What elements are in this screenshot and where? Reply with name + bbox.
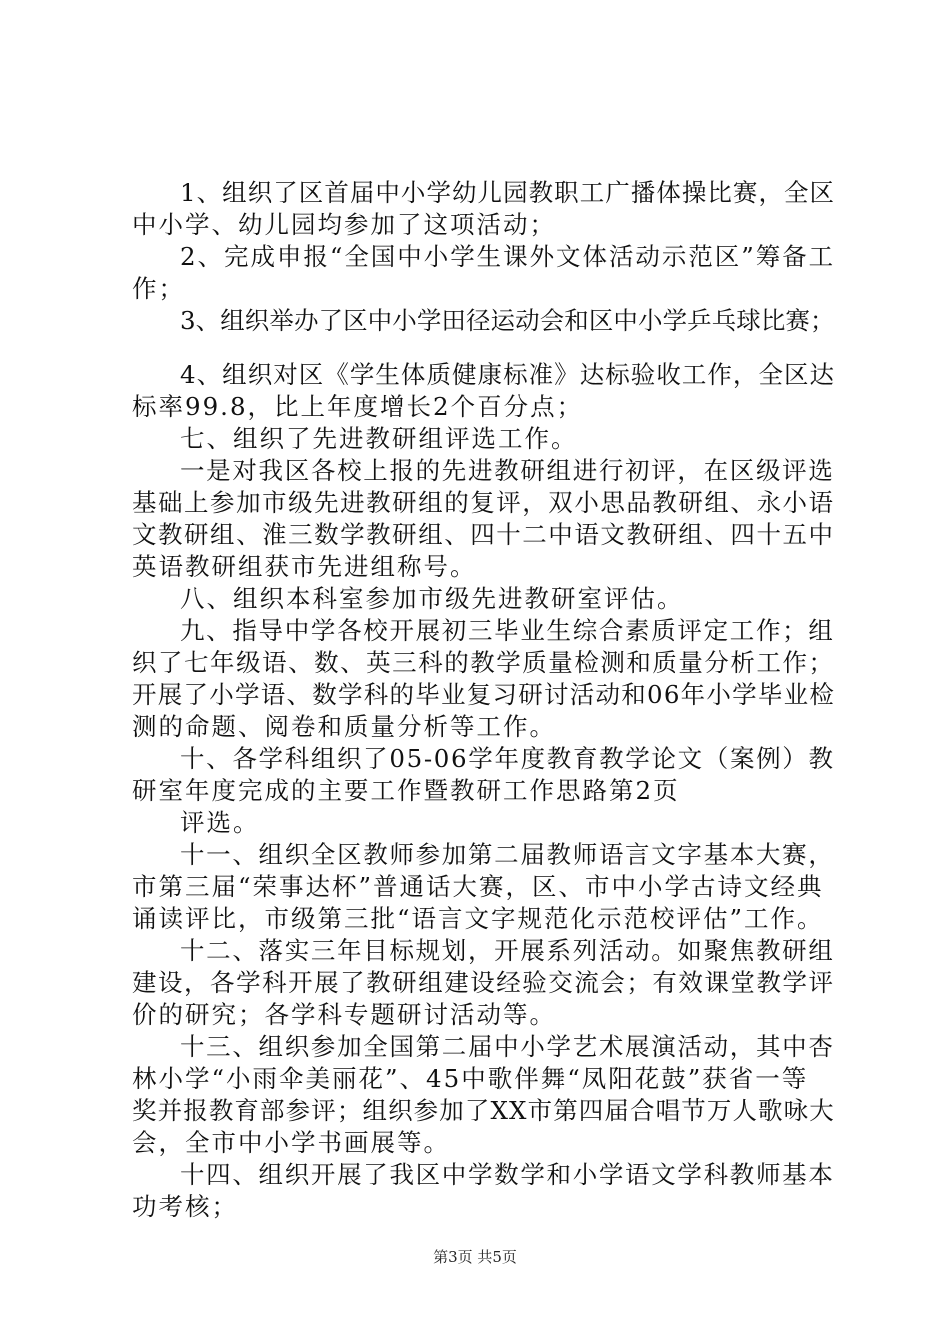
text-line: 一是对我区各校上报的先进教研组进行初评，在区级评选 [180,456,835,485]
text-line: 测的命题、阅卷和质量分析等工作。 [132,712,556,741]
text-line: 市第三届“荣事达杯”普通话大赛，区、市中小学古诗文经典 [132,872,824,901]
text-line: 开展了小学语、数学科的毕业复习研讨活动和06年小学毕业检 [132,680,836,709]
text-line: 八、组织本科室参加市级先进教研室评估。 [180,584,684,613]
text-line: 会，全市中小学书画展等。 [132,1128,450,1157]
text-line: 研室年度完成的主要工作暨教研工作思路第2页 [132,776,680,805]
text-line: 作； [132,274,185,303]
text-line: 奖并报教育部参评；组织参加了XX市第四届合唱节万人歌咏大 [132,1096,835,1125]
text-line: 中小学、幼儿园均参加了这项活动； [132,210,556,239]
text-line: 价的研究；各学科专题研讨活动等。 [132,1000,556,1029]
text-line: 4、组织对区《学生体质健康标准》达标验收工作，全区达 [180,360,836,389]
text-line: 文教研组、淮三数学教研组、四十二中语文教研组、四十五中 [132,520,835,549]
page-number-footer: 第3页 共5页 [433,1248,517,1266]
text-line: 林小学“小雨伞美丽花”、45中歌伴舞“凤阳花鼓”获省一等 [132,1064,809,1093]
text-line: 十一、组织全区教师参加第二届教师语言文字基本大赛， [180,840,835,869]
text-line: 九、指导中学各校开展初三毕业生综合素质评定工作；组 [180,616,835,645]
text-line: 建设，各学科开展了教研组建设经验交流会；有效课堂教学评 [132,968,835,997]
text-line: 评选。 [180,808,260,837]
text-line: 功考核； [132,1192,238,1221]
text-line: 英语教研组获市先进组称号。 [132,552,477,581]
text-line: 十三、组织参加全国第二届中小学艺术展演活动，其中杏 [180,1032,835,1061]
text-line: 1、组织了区首届中小学幼儿园教职工广播体操比赛，全区 [180,178,836,207]
text-line: 2、完成申报“全国中小学生课外文体活动示范区”筹备工 [180,242,836,271]
text-line: 基础上参加市级先进教研组的复评，双小思品教研组、永小语 [132,488,835,517]
text-line: 十、各学科组织了05-06学年度教育教学论文（案例）教 [180,744,835,773]
text-line: 诵读评比，市级第三批“语言文字规范化示范校评估”工作。 [132,904,824,933]
text-line: 十二、落实三年目标规划，开展系列活动。如聚焦教研组 [180,936,835,965]
text-line: 七、组织了先进教研组评选工作。 [180,424,578,453]
text-line: 织了七年级语、数、英三科的教学质量检测和质量分析工作； [132,648,835,677]
text-line: 十四、组织开展了我区中学数学和小学语文学科教师基本 [180,1160,835,1189]
text-line: 3、组织举办了区中小学田径运动会和区中小学乒乓球比赛； [180,306,835,335]
text-line: 标率99.8，比上年度增长2个百分点； [132,392,584,421]
